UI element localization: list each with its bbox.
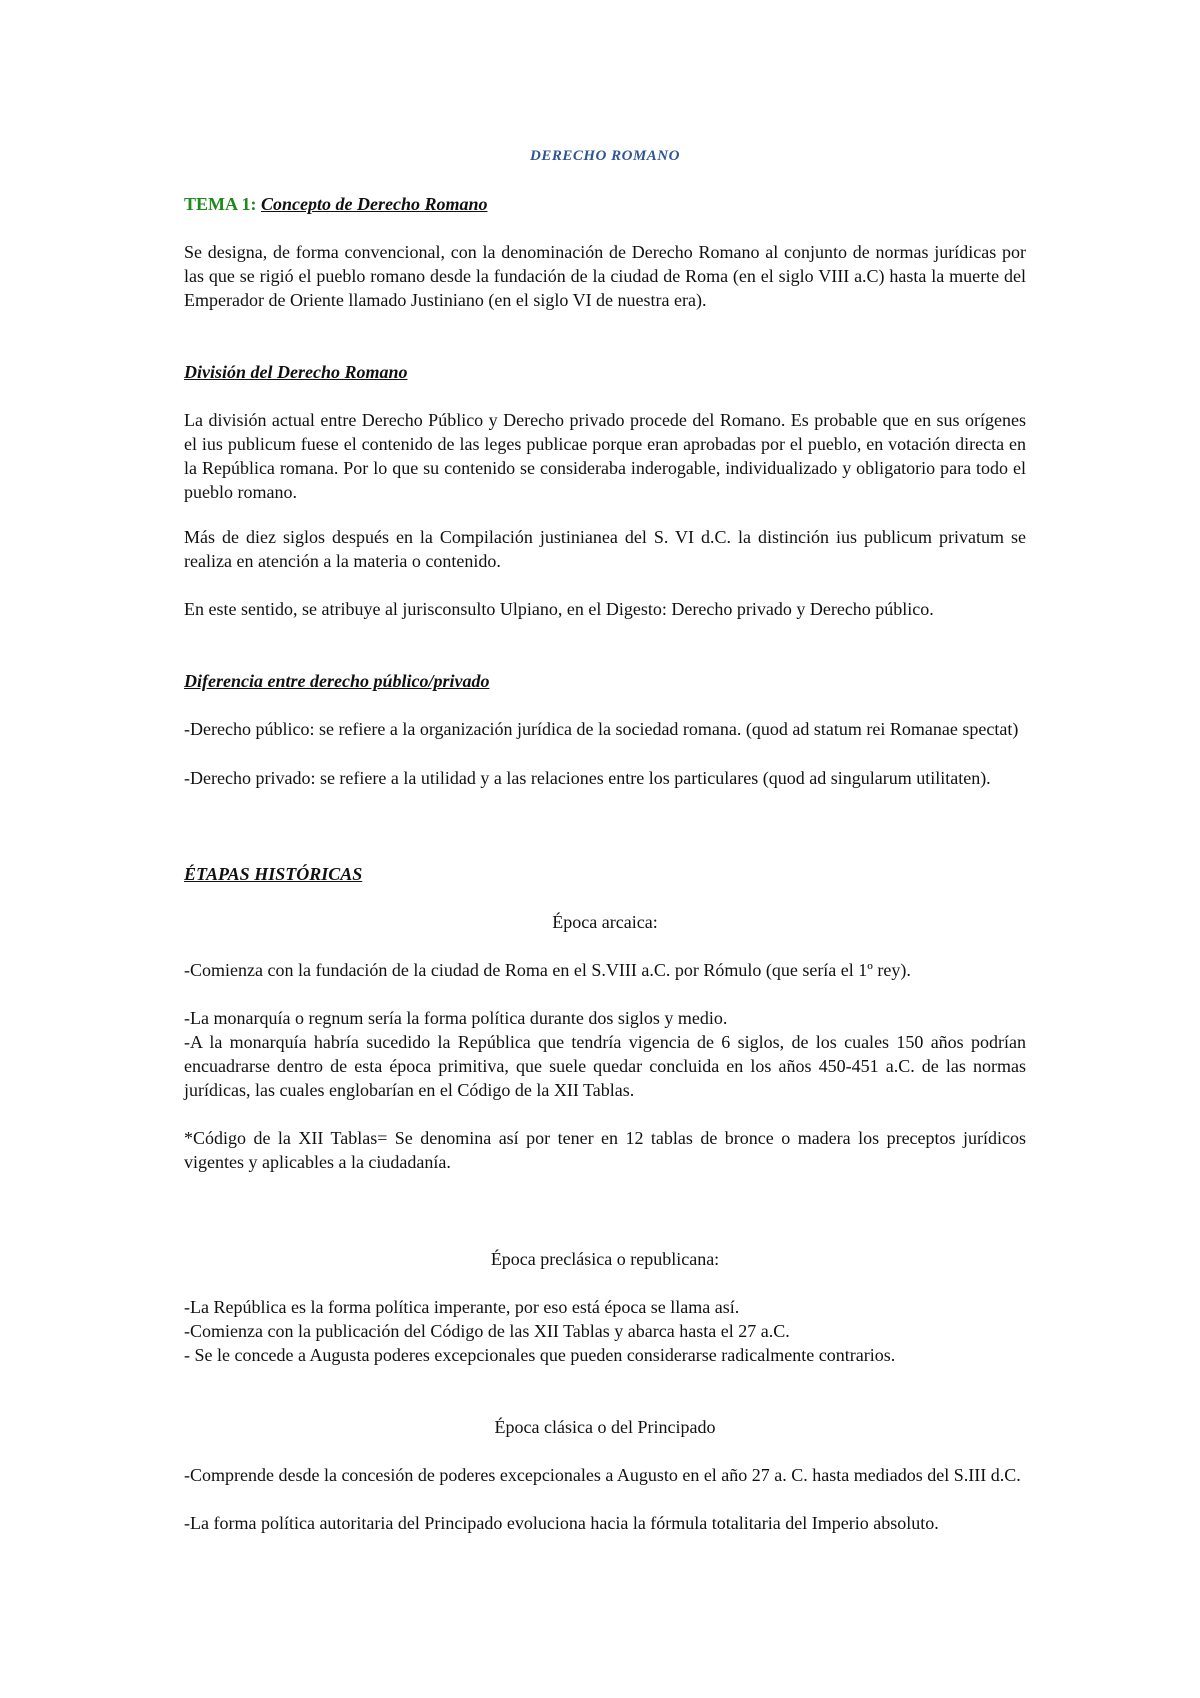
- arcaica-paragraph-2: -La monarquía o regnum sería la forma política durante dos siglos y medio.: [184, 1008, 728, 1028]
- tema-heading: [184, 192, 1026, 216]
- division-paragraph-1: La división actual entre Derecho Público y Derecho privado procede del Romano. Es probable que en sus orígenes el ius publicum fuese el contenido de las leges publicae porque eran aprobadas por el pueblo, en votación directa en la República romana. Por lo que su contenido se consideraba inderogable, individualizado y obligatorio para todo el pueblo romano.: [184, 410, 1026, 502]
- diferencia-heading: Diferencia entre derecho público/privado: [184, 671, 490, 691]
- tema-label: TEMA 1:: [184, 194, 257, 214]
- division-heading: División del Derecho Romano: [184, 362, 408, 382]
- division-paragraph-2: Más de diez siglos después en la Compilación justinianea del S. VI d.C. la distinción ius publicum privatum se realiza en atención a la materia o contenido.: [184, 527, 1026, 571]
- diferencia-paragraph-1: -Derecho público: se refiere a la organización jurídica de la sociedad romana. (quod ad statum rei Romanae spectat): [184, 719, 1019, 739]
- arcaica-paragraph-3: -A la monarquía habría sucedido la República que tendría vigencia de 6 siglos, de los cuales 150 años podrían encuadrarse dentro de esta época primitiva, que suele quedar concluida en los años 450-451 a.C. de las normas jurídicas, las cuales englobarían en el Código de la XII Tablas.: [184, 1032, 1026, 1100]
- etapas-heading: ÉTAPAS HISTÓRICAS: [184, 864, 363, 884]
- clasica-paragraph-1: -Comprende desde la concesión de poderes excepcionales a Augusto en el año 27 a. C. hasta mediados del S.III d.C.: [184, 1465, 1021, 1485]
- division-paragraph-3: En este sentido, se atribuye al jurisconsulto Ulpiano, en el Digesto: Derecho privado y Derecho público.: [184, 599, 934, 619]
- preclasica-paragraph-1: -La República es la forma política imperante, por eso está época se llama así.: [184, 1297, 740, 1317]
- document-title: DERECHO ROMANO: [530, 148, 680, 164]
- clasica-paragraph-2: -La forma política autoritaria del Principado evoluciona hacia la fórmula totalitaria del Imperio absoluto.: [184, 1513, 939, 1533]
- intro-paragraph: Se designa, de forma convencional, con la denominación de Derecho Romano al conjunto de normas jurídicas por las que se rigió el pueblo romano desde la fundación de la ciudad de Roma (en el siglo VIII a.C) hasta la muerte del Emperador de Oriente llamado Justiniano (en el siglo VI de nuestra era).: [184, 242, 1026, 310]
- preclasica-paragraph-3: - Se le concede a Augusta poderes excepcionales que pueden considerarse radicalmente contrarios.: [184, 1345, 896, 1365]
- preclasica-heading: Época preclásica o republicana:: [490, 1249, 720, 1269]
- tema-title: Concepto de Derecho Romano: [261, 194, 488, 214]
- preclasica-paragraph-2: -Comienza con la publicación del Código de las XII Tablas y abarca hasta el 27 a.C.: [184, 1321, 790, 1341]
- diferencia-paragraph-2: -Derecho privado: se refiere a la utilidad y a las relaciones entre los particulares (quod ad singularum utilitaten).: [184, 768, 991, 788]
- arcaica-paragraph-1: -Comienza con la fundación de la ciudad de Roma en el S.VIII a.C. por Rómulo (que sería el 1º rey).: [184, 960, 911, 980]
- arcaica-note: *Código de la XII Tablas= Se denomina así por tener en 12 tablas de bronce o madera los preceptos jurídicos vigentes y aplicables a la ciudadanía.: [184, 1128, 1026, 1172]
- arcaica-heading: Época arcaica:: [552, 912, 658, 932]
- clasica-heading: Época clásica o del Principado: [494, 1417, 716, 1437]
